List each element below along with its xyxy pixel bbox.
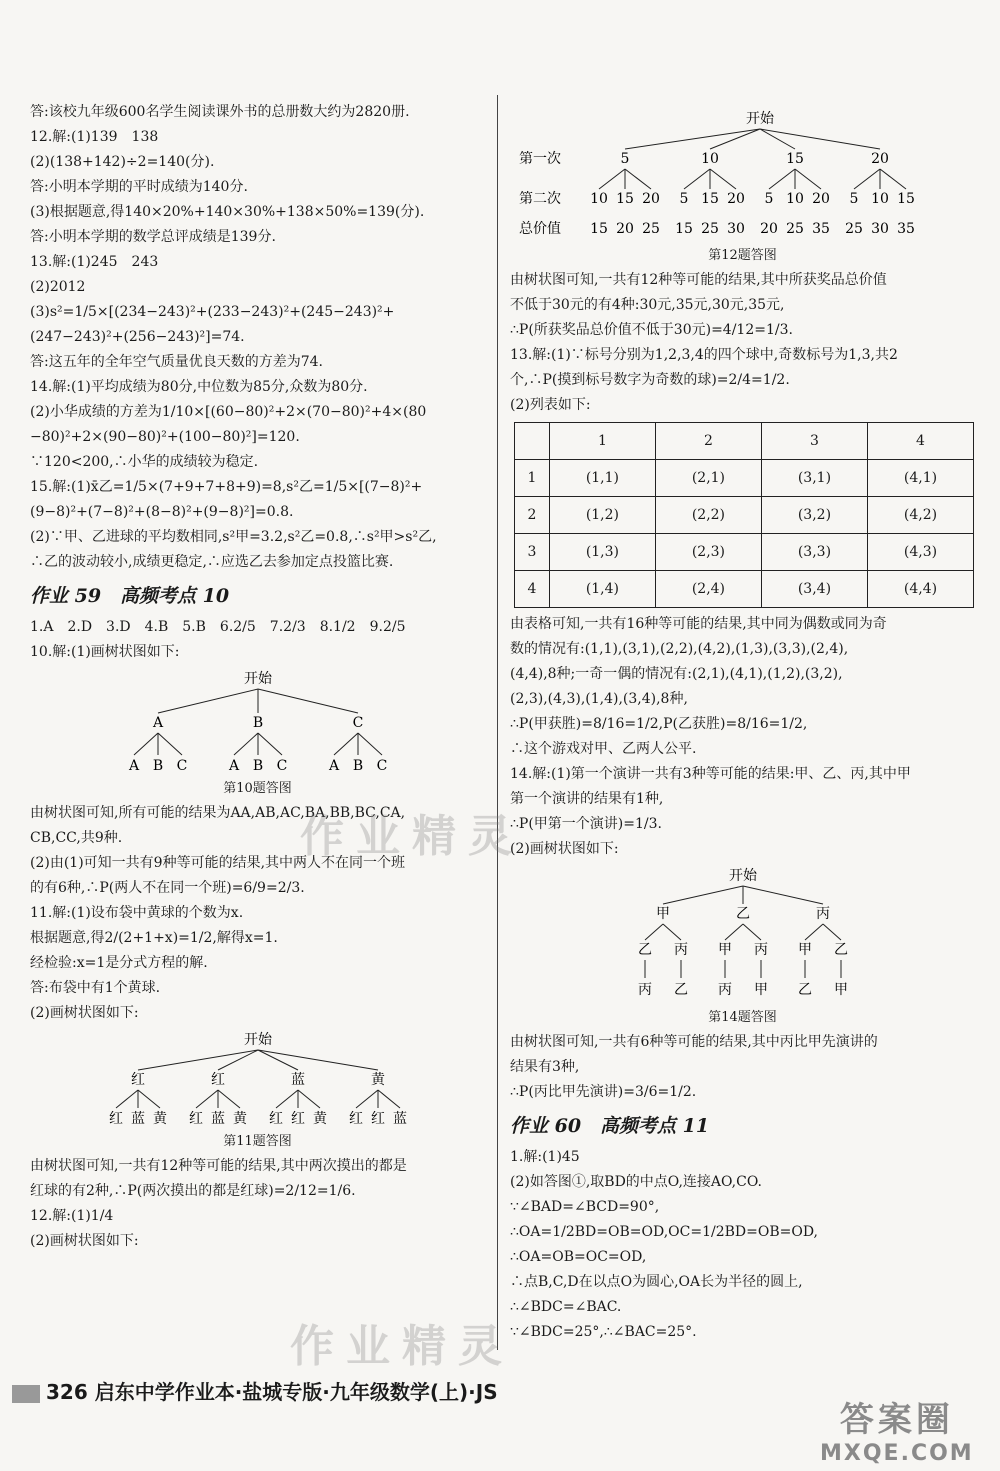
text-line: 15.解:(1)x̄乙=1/5×(7+9+7+8+9)=8,s²乙=1/5×[(7−8)²+ — [30, 479, 423, 495]
tree-leaf: 甲 — [753, 982, 768, 998]
tree-branch — [138, 1090, 160, 1108]
outcome-table-q13 — [514, 422, 974, 608]
tree-leaf: A — [328, 758, 339, 774]
table-row — [515, 571, 974, 608]
site-logo — [820, 1392, 974, 1466]
tree-total: 25 — [701, 221, 719, 237]
text-line: 12.解:(1)139 138 — [30, 129, 159, 145]
tree-leaf: C — [276, 758, 287, 774]
text-line: (2)由(1)可知一共有9种等可能的结果,其中两人不在同一个班 — [30, 855, 406, 871]
tree-leaf: C — [176, 758, 187, 774]
tree-leaf: 10 — [590, 191, 608, 207]
tree-total: 25 — [642, 221, 660, 237]
q14-after-text — [510, 1030, 975, 1105]
tree-node: 丙 — [815, 906, 830, 922]
text-line: ∴乙的波动较小,成绩更稳定,∴应选乙去参加定点投篮比赛. — [30, 554, 394, 570]
tree-leaf: 20 — [812, 191, 830, 207]
left-column — [30, 100, 485, 1254]
tree-total: 30 — [871, 221, 889, 237]
table-cell: (3,1) — [761, 460, 867, 497]
table-cell: (3,3) — [761, 534, 867, 571]
tree-leaf: 红 — [370, 1111, 385, 1127]
text-line: 由树状图可知,一共有6种等可能的结果,其中丙比甲先演讲的 — [510, 1034, 878, 1050]
page-footer — [12, 1376, 498, 1405]
q1-text — [510, 1145, 975, 1345]
table-row — [515, 497, 974, 534]
q10-intro: 10.解:(1)画树状图如下: — [30, 644, 180, 660]
text-line: 答:这五年的全年空气质量优良天数的方差为74. — [30, 354, 323, 370]
tree-branch — [663, 924, 681, 940]
logo-title: 答案圈 — [839, 1400, 954, 1440]
table-cell: (2,3) — [655, 534, 761, 571]
text-line: (4,4),8种;一奇一偶的情况有:(2,1),(4,1),(1,2),(3,2), — [510, 666, 843, 682]
tree-leaf: A — [228, 758, 239, 774]
text-line: 14.解:(1)平均成绩为80分,中位数为85分,众数为80分. — [30, 379, 368, 395]
text-line: 不低于30元的有4种:30元,35元,30元,35元, — [510, 297, 785, 313]
table-cell: (4,4) — [867, 571, 973, 608]
text-line: ∴P(甲第一个演讲)=1/3. — [510, 816, 662, 832]
tree-root: 开始 — [243, 1032, 272, 1048]
tree-total: 15 — [590, 221, 608, 237]
tree-leaf: 5 — [679, 191, 689, 207]
tree-node: 10 — [701, 151, 719, 167]
text-line: ∴P(丙比甲先演讲)=3/6=1/2. — [510, 1084, 697, 1100]
q13-after-text — [510, 612, 975, 762]
tree-leaf: 丙 — [637, 982, 652, 998]
tree-branch — [805, 924, 823, 940]
right-column — [510, 105, 975, 1345]
tree-total: 30 — [727, 221, 745, 237]
tree-leaf: 黄 — [312, 1111, 327, 1127]
q12-after-text — [510, 268, 975, 343]
table-cell: 1 — [515, 460, 550, 497]
section-heading-60: 作业 60 高频考点 11 — [510, 1115, 710, 1137]
tree-branch — [158, 733, 182, 755]
tree-leaf: C — [376, 758, 387, 774]
table-cell: 3 — [761, 423, 867, 460]
text-line: (2)如答图①,取BD的中点O,连接AO,CO. — [510, 1174, 762, 1190]
table-cell: (4,3) — [867, 534, 973, 571]
tree-root: 开始 — [746, 111, 774, 127]
tree-root: 开始 — [728, 868, 757, 884]
table-cell: (4,2) — [867, 497, 973, 534]
text-line: ∵∠BDC=25°,∴∠BAC=25°. — [510, 1324, 697, 1340]
tree-branch — [743, 886, 823, 904]
tree-node: 蓝 — [290, 1072, 305, 1088]
text-line: (3)根据题意,得140×20%+140×30%+138×50%=139(分). — [30, 204, 425, 220]
tree-total: 25 — [845, 221, 863, 237]
watermark-text-2: 作业精灵 — [290, 1321, 514, 1372]
table-cell: (1,1) — [549, 460, 655, 497]
text-line: −80)²+2×(90−80)²+(100−80)²]=120. — [30, 429, 300, 445]
tree-leaf: B — [352, 758, 363, 774]
table-cell: (3,4) — [761, 571, 867, 608]
footer-badge — [12, 1385, 40, 1403]
caption-q14: 第14题答图 — [708, 1010, 777, 1025]
tree-total: 35 — [812, 221, 830, 237]
tree-leaf: A — [128, 758, 139, 774]
tree-leaf: 红 — [348, 1111, 363, 1127]
tree-total: 35 — [897, 221, 915, 237]
text-line: 由树状图可知,所有可能的结果为AA,AB,AC,BA,BB,BC,CA, — [30, 805, 406, 821]
tree-node: 乙 — [735, 906, 750, 922]
text-line: ∵∠BAD=∠BCD=90°, — [510, 1199, 660, 1215]
tree-leaf: B — [152, 758, 163, 774]
tree-leaf: 红 — [188, 1111, 203, 1127]
table-cell: (4,1) — [867, 460, 973, 497]
text-line: (2)小华成绩的方差为1/10×[(60−80)²+2×(70−80)²+4×(80 — [30, 404, 427, 420]
tree-branch — [258, 733, 282, 755]
text-line: 答:小明本学期的平时成绩为140分. — [30, 179, 248, 195]
text-line: 由表格可知,一共有16种等可能的结果,其中同为偶数或同为奇 — [510, 616, 887, 632]
tree-branch — [356, 1090, 378, 1108]
tree-leaf: 20 — [727, 191, 745, 207]
tree-branch — [138, 1050, 258, 1070]
caption-q12: 第12题答图 — [708, 248, 777, 263]
text-line: 14.解:(1)第一个演讲一共有3种等可能的结果:甲、乙、丙,其中甲 — [510, 766, 911, 782]
tree-diagram-q14 — [613, 864, 873, 1004]
table-cell: 3 — [515, 534, 550, 571]
tree-branch — [599, 169, 625, 189]
text-line: 11.解:(1)设布袋中黄球的个数为x. — [30, 905, 244, 921]
tree-leaf: 红 — [268, 1111, 283, 1127]
text-line: ∴P(甲获胜)=8/16=1/2,P(乙获胜)=8/16=1/2, — [510, 716, 808, 732]
tree-node: 20 — [871, 151, 889, 167]
tree-diagram-q11 — [108, 1028, 408, 1128]
table-cell: 4 — [867, 423, 973, 460]
tree-node: C — [352, 715, 363, 731]
tree-leaf: 乙 — [673, 982, 688, 998]
tree-branch — [625, 169, 651, 189]
text-line: (2)(138+142)÷2=140(分). — [30, 154, 215, 170]
text-line: 12.解:(1)1/4 — [30, 1208, 114, 1224]
watermark-text: 作业精灵 — [300, 811, 524, 862]
tree-node: 红 — [130, 1072, 145, 1088]
tree-leaf: 15 — [616, 191, 634, 207]
tree-branch — [218, 1090, 240, 1108]
tree-branch — [625, 129, 760, 149]
tree-leaf: B — [252, 758, 263, 774]
text-line: 由树状图可知,一共有12种等可能的结果,其中所获奖品总价值 — [510, 272, 887, 288]
table-cell: 2 — [655, 423, 761, 460]
table-cell: 2 — [515, 497, 550, 534]
tree-branch — [663, 886, 743, 904]
tree-leaf: 红 — [290, 1111, 305, 1127]
tree-leaf: 红 — [108, 1111, 123, 1127]
text-line: 13.解:(1)245 243 — [30, 254, 159, 270]
tree-branch — [710, 129, 760, 149]
row-label: 第二次 — [519, 191, 561, 207]
table-row — [515, 460, 974, 497]
table-header-row — [515, 423, 974, 460]
tree-branch — [234, 733, 258, 755]
tree-branch — [378, 1090, 400, 1108]
tree-diagram-q10 — [108, 667, 408, 775]
tree-branch — [258, 1050, 378, 1070]
tree-node: 15 — [786, 151, 804, 167]
table-cell: 1 — [549, 423, 655, 460]
table-cell: (1,3) — [549, 534, 655, 571]
tree-branch — [196, 1090, 218, 1108]
tree-node: 甲 — [655, 906, 670, 922]
text-line: 根据题意,得2/(2+1+x)=1/2,解得x=1. — [30, 930, 278, 946]
q13-text — [510, 343, 975, 418]
tree-branch — [276, 1090, 298, 1108]
tree-leaf: 黄 — [152, 1111, 167, 1127]
text-line: 13.解:(1)∵标号分别为1,2,3,4的四个球中,奇数标号为1,3,共2 — [510, 347, 898, 363]
tree-branch — [298, 1090, 320, 1108]
table-cell: (3,2) — [761, 497, 867, 534]
text-line: ∴OA=1/2BD=OB=OD,OC=1/2BD=OB=OD, — [510, 1224, 818, 1240]
tree-leaf: 甲 — [833, 982, 848, 998]
tree-branch — [880, 169, 906, 189]
tree-branch — [823, 924, 841, 940]
tree-leaf: 15 — [701, 191, 719, 207]
text-line: (2)2012 — [30, 279, 86, 295]
table-cell — [515, 423, 550, 460]
table-cell: (2,2) — [655, 497, 761, 534]
tree-branch — [684, 169, 710, 189]
text-line: (2)画树状图如下: — [30, 1005, 139, 1021]
tree-leaf: 蓝 — [392, 1111, 407, 1127]
tree-leaf: 蓝 — [130, 1111, 145, 1127]
q14-text — [510, 762, 975, 862]
logo-url: MXQE.COM — [820, 1441, 974, 1466]
text-line: (2)∵甲、乙进球的平均数相同,s²甲=3.2,s²乙=0.8,∴s²甲>s²乙, — [30, 529, 437, 545]
text-line: 经检验:x=1是分式方程的解. — [30, 955, 208, 971]
table-cell: (2,4) — [655, 571, 761, 608]
tree-branch — [116, 1090, 138, 1108]
text-line: (2)列表如下: — [510, 397, 591, 413]
tree-branch — [258, 689, 358, 713]
tree-node: A — [152, 715, 163, 731]
tree-root: 开始 — [243, 671, 272, 687]
tree-leaf: 乙 — [797, 982, 812, 998]
text-line: 的有6种,∴P(两人不在同一个班)=6/9=2/3. — [30, 880, 305, 896]
tree-leaf: 10 — [786, 191, 804, 207]
tree-node: B — [252, 715, 263, 731]
text-line: 答:该校九年级600名学生阅读课外书的总册数大约为2820册. — [30, 104, 410, 120]
text-line: 由树状图可知,一共有12种等可能的结果,其中两次摸出的都是 — [30, 1158, 407, 1174]
tree-node: 丙 — [753, 942, 768, 958]
tree-branch — [645, 924, 663, 940]
text-line: (3)s²=1/5×[(234−243)²+(233−243)²+(245−243)²+ — [30, 304, 395, 320]
text-line: 结果有3种, — [510, 1059, 580, 1075]
tree-node: 乙 — [833, 942, 848, 958]
tree-branch — [795, 169, 821, 189]
row-label: 第一次 — [519, 151, 561, 167]
text-line: ∴这个游戏对甲、乙两人公平. — [510, 741, 697, 757]
tree-leaf: 丙 — [717, 982, 732, 998]
text-line: 个,∴P(摸到标号数字为奇数的球)=2/4=1/2. — [510, 372, 790, 388]
table-row — [515, 534, 974, 571]
tree-node: 红 — [210, 1072, 225, 1088]
table-cell: (1,4) — [549, 571, 655, 608]
text-line: 答:小明本学期的数学总评成绩是139分. — [30, 229, 276, 245]
text-line: 第一个演讲的结果有1种, — [510, 791, 664, 807]
tree-diagram-q12 — [510, 107, 950, 242]
text-line: (2)画树状图如下: — [30, 1233, 139, 1249]
left-text-block — [30, 100, 485, 575]
tree-node: 5 — [620, 151, 630, 167]
tree-branch — [334, 733, 358, 755]
text-line: 数的情况有:(1,1),(3,1),(2,2),(4,2),(1,3),(3,3),(2,4), — [510, 641, 849, 657]
text-line: (2)画树状图如下: — [510, 841, 619, 857]
text-line: (9−8)²+(7−8)²+(8−8)²+(9−8)²]=0.8. — [30, 504, 294, 520]
tree-node: 甲 — [797, 942, 812, 958]
tree-node: 黄 — [370, 1072, 385, 1088]
text-line: CB,CC,共9种. — [30, 830, 123, 846]
caption-q10: 第10题答图 — [223, 781, 292, 796]
tree-leaf: 5 — [764, 191, 774, 207]
q11-after-text — [30, 1154, 485, 1204]
text-line: (2,3),(4,3),(1,4),(3,4),8种, — [510, 691, 688, 707]
tree-total: 15 — [675, 221, 693, 237]
table-cell: (1,2) — [549, 497, 655, 534]
choice-answers: 1.A 2.D 3.D 4.B 5.B 6.2/5 7.2/3 8.1/2 9.2/5 — [30, 619, 406, 635]
tree-leaf: 5 — [849, 191, 859, 207]
section-heading-59: 作业 59 高频考点 10 — [30, 585, 230, 607]
column-divider — [497, 95, 498, 1350]
tree-branch — [725, 924, 743, 940]
tree-leaf: 15 — [897, 191, 915, 207]
tree-leaf: 黄 — [232, 1111, 247, 1127]
tree-branch — [743, 924, 761, 940]
tree-branch — [854, 169, 880, 189]
text-line: 红球的有2种,∴P(两次摸出的都是红球)=2/12=1/6. — [30, 1183, 356, 1199]
text-line: ∴∠BDC=∠BAC. — [510, 1299, 622, 1315]
tree-branch — [158, 689, 258, 713]
table-cell: (2,1) — [655, 460, 761, 497]
footer-text: 326 启东中学作业本·盐城专版·九年级数学(上)·JS — [46, 1380, 498, 1404]
tree-branch — [134, 733, 158, 755]
text-line: (247−243)²+(256−243)²]=74. — [30, 329, 245, 345]
tree-branch — [358, 733, 382, 755]
text-line: 1.解:(1)45 — [510, 1149, 580, 1165]
text-line: ∴P(所获奖品总价值不低于30元)=4/12=1/3. — [510, 322, 793, 338]
text-line: ∵120<200,∴小华的成绩较为稳定. — [30, 454, 259, 470]
table-cell: 4 — [515, 571, 550, 608]
text-line: 答:布袋中有1个黄球. — [30, 980, 161, 996]
q12-text — [30, 1204, 485, 1254]
tree-leaf: 20 — [642, 191, 660, 207]
tree-node: 丙 — [673, 942, 688, 958]
tree-total: 20 — [760, 221, 778, 237]
tree-branch — [769, 169, 795, 189]
tree-node: 乙 — [637, 942, 652, 958]
text-line: ∴点B,C,D在以点O为圆心,OA长为半径的圆上, — [510, 1274, 803, 1290]
caption-q11: 第11题答图 — [223, 1134, 292, 1149]
text-line: ∴OA=OB=OC=OD, — [510, 1249, 647, 1265]
tree-leaf: 10 — [871, 191, 889, 207]
tree-total: 25 — [786, 221, 804, 237]
tree-branch — [710, 169, 736, 189]
row-label: 总价值 — [519, 221, 561, 237]
tree-node: 甲 — [717, 942, 732, 958]
tree-total: 20 — [616, 221, 634, 237]
q11-text — [30, 901, 485, 1026]
tree-leaf: 蓝 — [210, 1111, 225, 1127]
